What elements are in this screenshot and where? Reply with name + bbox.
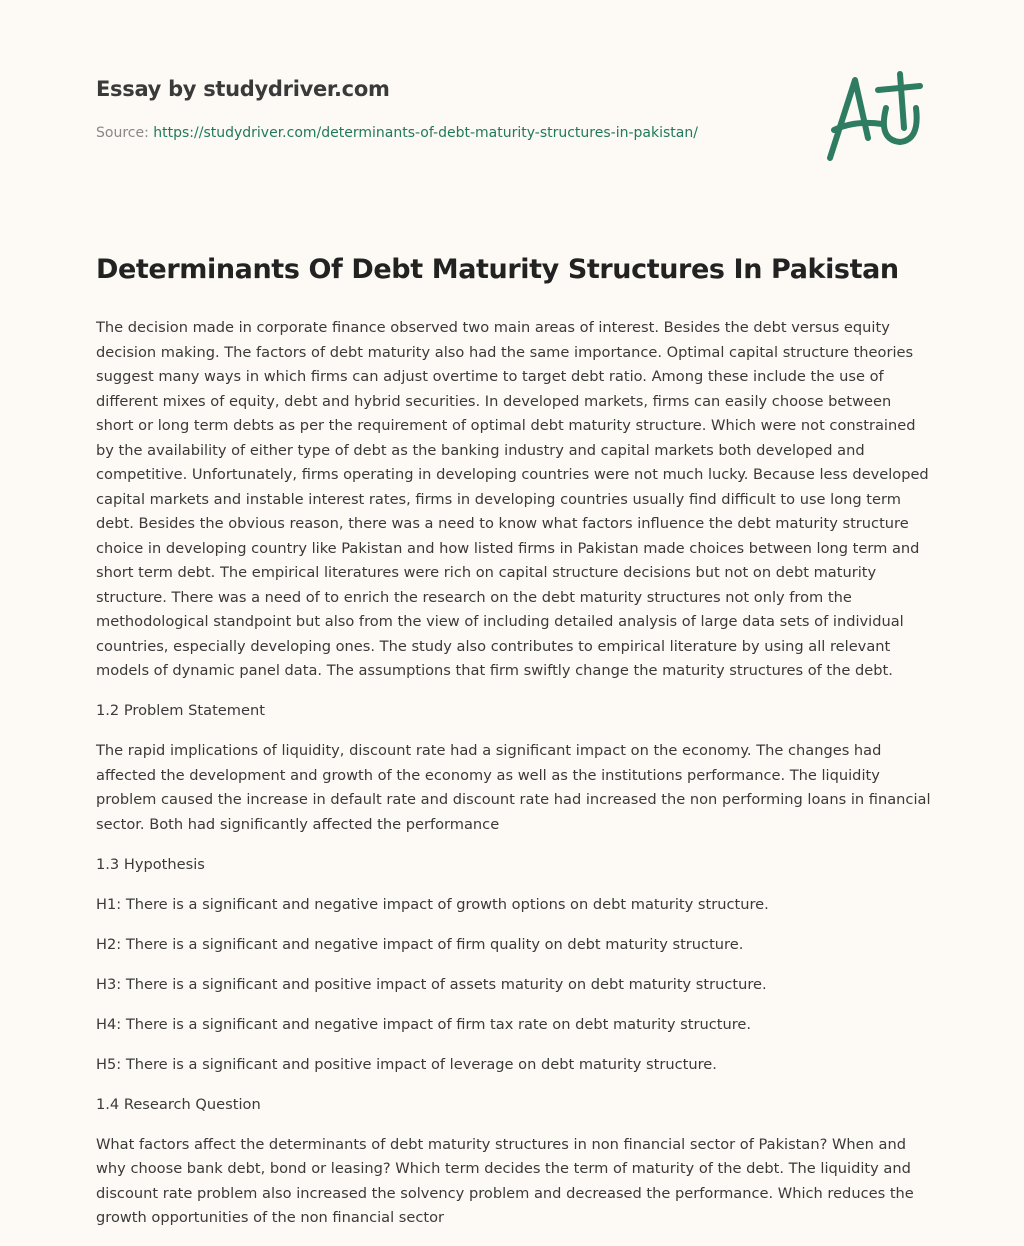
research-question-paragraph: What factors affect the determinants of debt maturity structures in non financial sector of Pakistan? When and why choose bank debt, bond or leasing? Which term decides the term of maturity of the debt. The liquidity and discount rate problem also increased the solvency problem and decreased the performance. Which reduces the growth opportunities of the non financial sector: [96, 1135, 914, 1226]
source-label: Source:: [96, 125, 149, 141]
essay-body: [96, 316, 932, 1246]
page-title: Determinants Of Debt Maturity Structures In Pakistan: [96, 254, 899, 285]
source-line: [96, 125, 698, 141]
intro-paragraph: The decision made in corporate finance observed two main areas of interest. Besides the debt versus equity decision making. The factors of debt maturity also had the same importance. Optimal capital structure theories suggest many ways in which firms can adjust overtime to target debt ratio. Among these include the use of different mixes of equity, debt and hybrid securities. In developed markets, firms can easily choose between short or long term debts as per the requirement of optimal debt maturity structure. Which were not constrained by the availability of either type of debt as the banking industry and capital markets both developed and competitive. Unfortunately, firms operating in developing countries were not much lucky. Because less developed capital markets and instable interest rates, firms in developing countries usually find difficult to use long term debt. Besides the obvious reason, there was a need to know what factors influence the debt maturity structure choice in developing country like Pakistan and how listed firms in Pakistan made choices between long term and short term debt. The empirical literatures were rich on capital structure decisions but not on debt maturity structure. There was a need of to enrich the research on the debt maturity structures not only from the methodological standpoint but also from the view of including detailed analysis of large data sets of individual countries, especially developing ones. The study also contributes to empirical literature by using all relevant models of dynamic panel data. The assumptions that firm swiftly change the maturity structures of the debt.: [96, 319, 929, 679]
hypothesis-h1: H1: There is a significant and negative impact of growth options on debt maturity structure.: [96, 895, 769, 913]
site-brand: Essay by studydriver.com: [96, 77, 390, 101]
hypothesis-h3: H3: There is a significant and positive impact of assets maturity on debt maturity structure.: [96, 975, 767, 993]
problem-paragraph: The rapid implications of liquidity, discount rate had a significant impact on the economy. The changes had affected the development and growth of the economy as well as the institutions performance. The liquidity problem caused the increase in default rate and discount rate had increased the non performing loans in financial sector. Both had significantly affected the performance: [96, 742, 931, 833]
hypothesis-h4: H4: There is a significant and negative impact of firm tax rate on debt maturity structure.: [96, 1015, 752, 1033]
hypothesis-h5: H5: There is a significant and positive impact of leverage on debt maturity structure.: [96, 1055, 717, 1073]
section-heading-research-question: 1.4 Research Question: [96, 1095, 261, 1113]
section-heading-problem: 1.2 Problem Statement: [96, 702, 265, 719]
source-link[interactable]: https://studydriver.com/determinants-of-debt-maturity-structures-in-pakistan/: [153, 125, 698, 141]
section-heading-hypothesis: 1.3 Hypothesis: [96, 855, 205, 873]
a-plus-logo-icon: [820, 68, 930, 168]
hypothesis-h2: H2: There is a significant and negative impact of firm quality on debt maturity structure.: [96, 935, 744, 953]
